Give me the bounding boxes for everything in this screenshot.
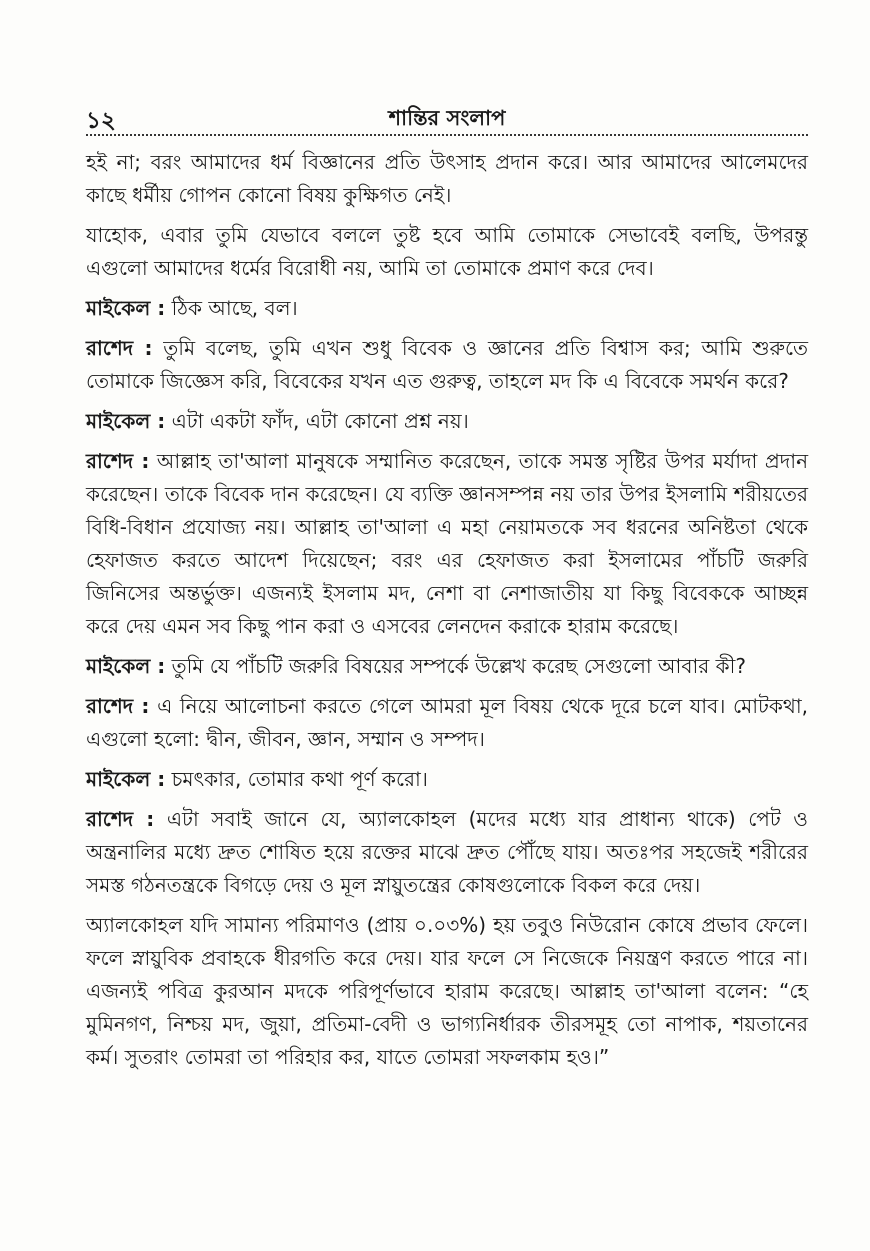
paragraph-text: ঠিক আছে, বল। — [171, 296, 298, 320]
paragraph-text: চমৎকার, তোমার কথা পূর্ণ করো। — [171, 767, 428, 791]
paragraph — [86, 445, 808, 643]
paragraph — [86, 803, 808, 902]
paragraph — [86, 219, 808, 285]
paragraph — [86, 292, 808, 325]
speaker-label: মাইকেল : — [86, 654, 166, 678]
speaker-label: মাইকেল : — [86, 296, 166, 320]
speaker-label: রাশেদ : — [86, 336, 153, 360]
speaker-label: রাশেদ : — [86, 449, 150, 473]
paragraph — [86, 690, 808, 756]
body-text — [86, 146, 808, 1081]
page-header — [86, 100, 808, 134]
paragraph-text: অ্যালকোহল যদি সামান্য পরিমাণও (প্রায় ০.০৩%) হয় তবুও নিউরোন কোষে প্রভাব ফেলে। ফলে স্নায়ুবিক প্রবাহকে ধীরগতি করে দেয়। যার ফলে সে নিজেকে নিয়ন্ত্রণ করতে পারে না। এজন্যই পবিত্র কুরআন মদকে পরিপূর্ণভাবে হারাম করেছে। আল্লাহ তা'আলা বলেন: “হে মুমিনগণ, নিশ্চয় মদ, জুয়া, প্রতিমা-বেদী ও ভাগ্যনির্ধারক তীরসমূহ তো নাপাক, শয়তানের কর্ম। সুতরাং তোমরা তা পরিহার কর, যাতে তোমরা সফলকাম হও।” — [86, 913, 808, 1069]
paragraph — [86, 146, 808, 212]
speaker-label: রাশেদ : — [86, 807, 155, 831]
paragraph-text: এ নিয়ে আলোচনা করতে গেলে আমরা মূল বিষয় থেকে দূরে চলে যাব। মোটকথা, এগুলো হলো: দ্বীন, জীবন, জ্ঞান, সম্মান ও সম্পদ। — [86, 694, 809, 751]
paragraph — [86, 909, 808, 1074]
header-divider — [86, 134, 808, 136]
paragraph-text: হই না; বরং আমাদের ধর্ম বিজ্ঞানের প্রতি উৎসাহ প্রদান করে। আর আমাদের আলেমদের কাছে ধর্মীয় গোপন কোনো বিষয় কুক্ষিগত নেই। — [86, 150, 808, 207]
paragraph-text: আল্লাহ তা'আলা মানুষকে সম্মানিত করেছেন, তাকে সমস্ত সৃষ্টির উপর মর্যাদা প্রদান করেছেন। তাকে বিবেক দান করেছেন। যে ব্যক্তি জ্ঞানসম্পন্ন নয় তার উপর ইসলামি শরীয়তের বিধি-বিধান প্রযোজ্য নয়। আল্লাহ তা'আলা এ মহা নেয়ামতকে সব ধরনের অনিষ্টতা থেকে হেফাজত করতে আদেশ দিয়েছেন; বরং এর হেফাজত করা ইসলামের পাঁচটি জরুরি জিনিসের অন্তর্ভুক্ত। এজন্যই ইসলাম মদ, নেশা বা নেশাজাতীয় যা কিছু বিবেককে আচ্ছন্ন করে দেয় এমন সব কিছু পান করা ও এসবের লেনদেন করাকে হারাম করেছে। — [86, 449, 809, 638]
paragraph-text: যাহোক, এবার তুমি যেভাবে বললে তুষ্ট হবে আমি তোমাকে সেভাবেই বলছি, উপরন্তু এগুলো আমাদের ধর্মের বিরোধী নয়, আমি তা তোমাকে প্রমাণ করে দেব। — [86, 223, 808, 280]
paragraph-text: এটা সবাই জানে যে, অ্যালকোহল (মদের মধ্যে যার প্রাধান্য থাকে) পেট ও অন্ত্রনালির মধ্যে দ্রুত শোষিত হয়ে রক্তের মাঝে দ্রুত পৌঁছে যায়। অতঃপর সহজেই শরীরের সমস্ত গঠনতন্ত্রকে বিগড়ে দেয় ও মূল স্নায়ুতন্ত্রের কোষগুলোকে বিকল করে দেয়। — [86, 807, 809, 897]
paragraph-text: এটা একটা ফাঁদ, এটা কোনো প্রশ্ন নয়। — [171, 409, 469, 433]
paragraph — [86, 405, 808, 438]
paragraph-text: তুমি বলেছ, তুমি এখন শুধু বিবেক ও জ্ঞানের প্রতি বিশ্বাস কর; আমি শুরুতে তোমাকে জিজ্ঞেস করি, বিবেকের যখন এত গুরুত্ব, তাহলে মদ কি এ বিবেকে সমর্থন করে? — [86, 336, 808, 393]
page-number: ১২ — [86, 108, 116, 134]
paragraph — [86, 332, 808, 398]
speaker-label: রাশেদ : — [86, 694, 150, 718]
paragraph-text: তুমি যে পাঁচটি জরুরি বিষয়ের সম্পর্কে উল্লেখ করেছ সেগুলো আবার কী? — [171, 654, 746, 678]
paragraph — [86, 650, 808, 683]
paragraph — [86, 763, 808, 796]
speaker-label: মাইকেল : — [86, 767, 166, 791]
running-title: শান্তির সংলাপ — [388, 106, 506, 130]
speaker-label: মাইকেল : — [86, 409, 166, 433]
